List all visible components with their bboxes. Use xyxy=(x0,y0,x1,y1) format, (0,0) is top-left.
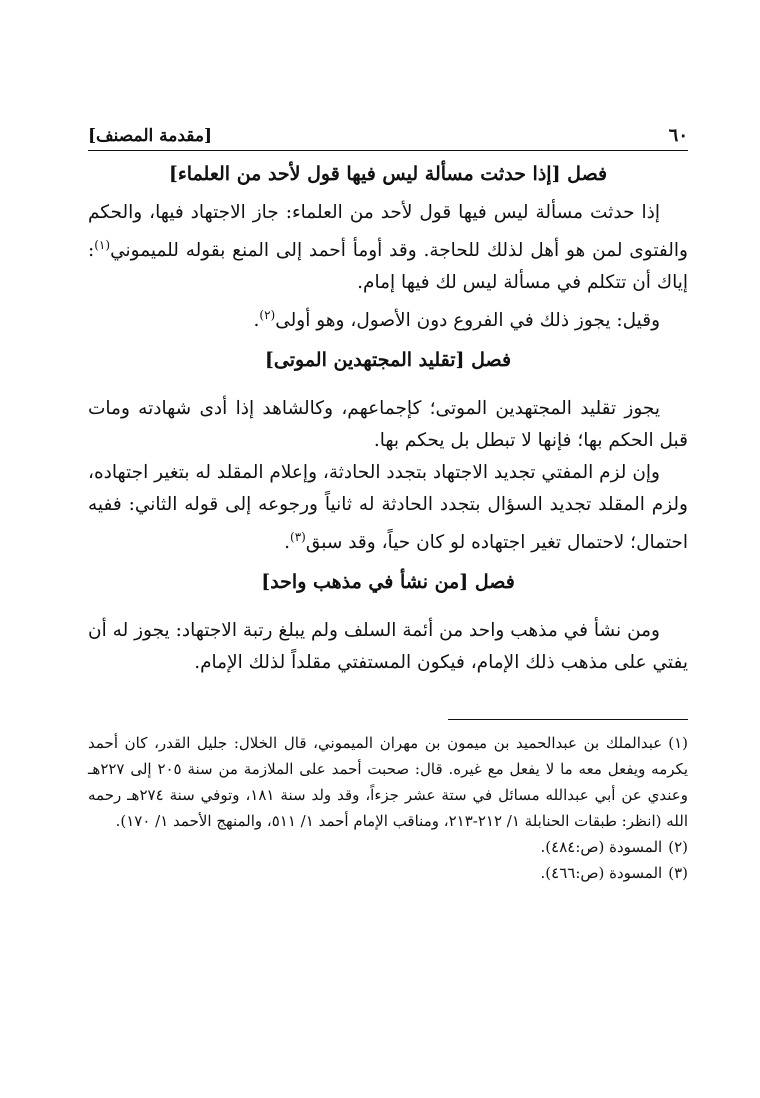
body-paragraph: وقيل: يجوز ذلك في الفروع دون الأصول، وهو أولى$^{(٢)}$. xyxy=(253,308,660,332)
page-content xyxy=(88,118,688,886)
footnote-number: (٣) xyxy=(668,864,688,883)
footnote: (١)عبدالملك بن عبدالحميد بن ميمون بن مهران الميموني، قال الخلال: جليل القدر، كان أحمد يكرمه ويفعل معه ما لا يفعل مع غيره. قال: صحبت أحمد على الملازمة من سنة ٢٠٥ إلى ٢٢٧هـ وعندي عن أبي عبدالله مسائل في ستة عشر جزءاً، وقد ولد سنة ١٨١، وتوفي سنة ٢٧٤هـ رحمه الله (انظر: طبقات الحنابلة ١/ ٢١٢-٢١٣، ومناقب الإمام أحمد ١/ ٥١١، والمنهج الأحمد ١/ ١٧٠). xyxy=(88,734,689,831)
footnote-reference[interactable]: (٣) xyxy=(290,530,306,545)
section-heading: فصل [تقليد المجتهدين الموتى] xyxy=(264,349,512,372)
body-paragraph: ومن نشأ في مذهب واحد من أئمة السلف ولم يبلغ رتبة الاجتهاد: يجوز له أن يفتي على مذهب ذلك الإمام، فيكون المستفتي مقلداً لذلك الإمام. xyxy=(88,620,688,674)
page-number: ٦٠ xyxy=(668,125,688,146)
footnote-number: (٢) xyxy=(668,838,688,857)
body-paragraph: يجوز تقليد المجتهدين الموتى؛ كإجماعهم، وكالشاهد إذا أدى شهادته ومات قبل الحكم بها؛ فإنها لا تبطل بل يحكم بها. xyxy=(88,398,688,452)
section-heading: فصل [إذا حدثت مسألة ليس فيها قول لأحد من العلماء] xyxy=(168,163,608,185)
running-section-title: [مقدمة المصنف] xyxy=(88,126,213,146)
footnote-reference[interactable]: (٢) xyxy=(259,308,276,323)
running-head xyxy=(88,118,688,151)
section-heading: فصل [من نشأ في مذهب واحد] xyxy=(261,571,515,594)
body-paragraph: إذا حدثت مسألة ليس فيها قول لأحد من العلماء: جاز الاجتهاد فيها، والحكم والفتوى لمن هو أهل لذلك للحاجة. وقد أومأ أحمد إلى المنع بقوله للميموني$^{(١)}$: إياك أن تتكلم في مسألة ليس لك فيها إمام. xyxy=(88,202,688,294)
footnote: (٢)المسودة (ص:٤٨٤). xyxy=(540,838,688,857)
footnote: (٣)المسودة (ص:٤٦٦). xyxy=(540,864,688,883)
footnotes xyxy=(88,730,688,886)
footnote-separator xyxy=(448,719,688,720)
body-paragraph: وإن لزم المفتي تجديد الاجتهاد بتجدد الحادثة، وإعلام المقلد له بتغير اجتهاده، ولزم المقلد تجديد السؤال بتجدد الحادثة له ثانياً ورجوعه إلى قوله الثاني: ففيه احتمال؛ لاحتمال تغير اجتهاده لو كان حياً، وقد سبق$^{(٣)}$. xyxy=(87,462,688,554)
footnote-reference[interactable]: (١) xyxy=(94,238,111,252)
footnote-number: (١) xyxy=(668,734,688,753)
